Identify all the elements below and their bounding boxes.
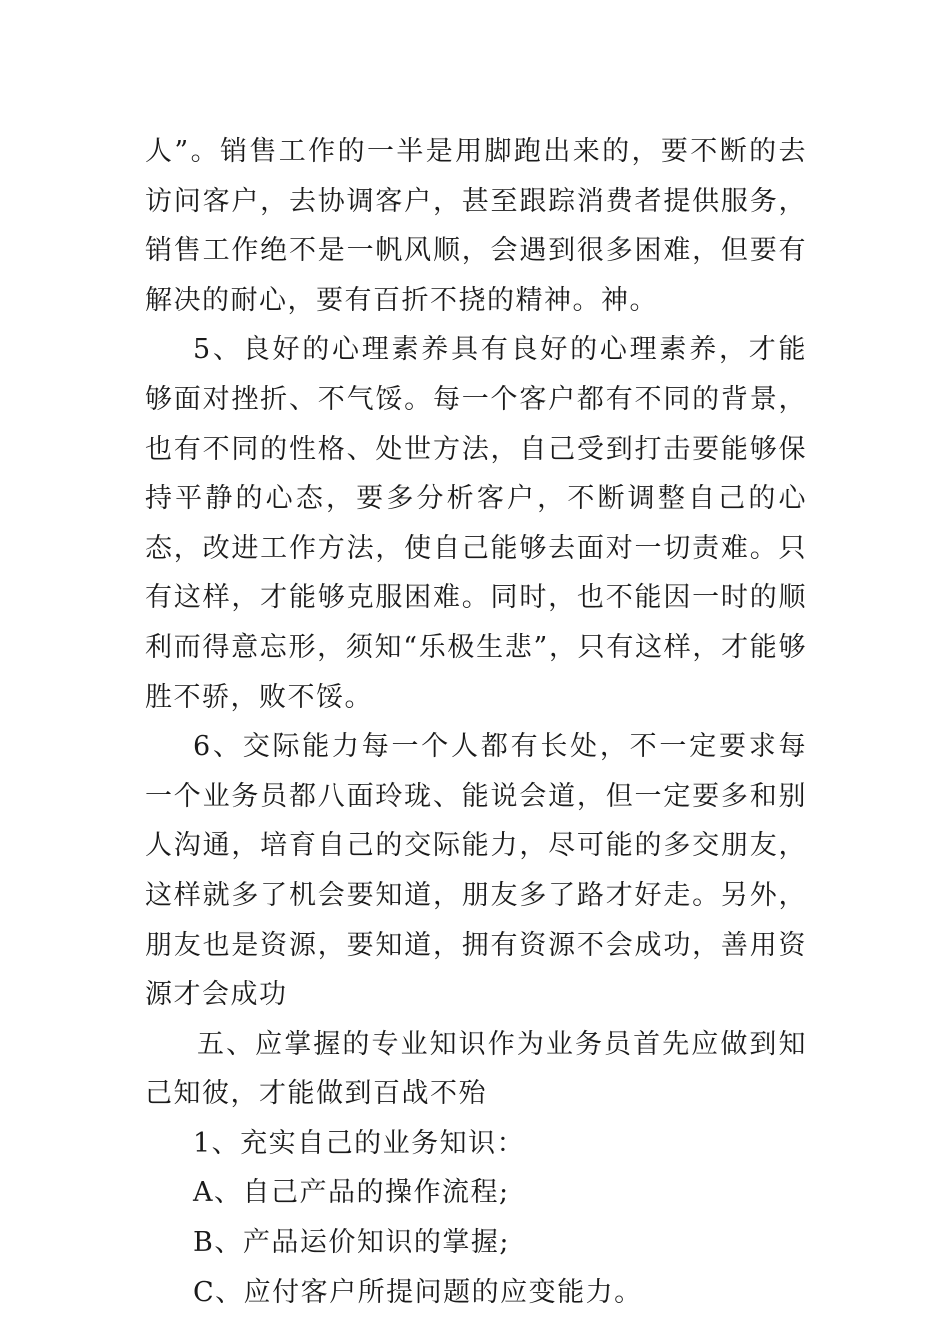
paragraph-social-skills: 6、交际能力每一个人都有长处，不一定要求每一个业务员都八面玲珑、能说会道，但一定要多和别人沟通，培育自己的交际能力，尽可能的多交朋友，这样就多了机会要知道，朋友多了路才好走。另外，朋友也是资源，要知道，拥有资源不会成功，善用资源才会成功 <box>145 731 807 1011</box>
list-item-a: A、自己产品的操作流程; <box>193 1177 510 1209</box>
paragraph-psychological-quality: 5、良好的心理素养具有良好的心理素养，才能够面对挫折、不气馁。每一个客户都有不同的背景，也有不同的性格、处世方法，自己受到打击要能够保持平静的心态，要多分析客户，不断调整自己的心态，改进工作方法，使自己能够去面对一切责难。只有这样，才能够克服困难。同时，也不能因一时的顺利而得意忘形，须知“乐极生悲”，只有这样，才能够胜不骄，败不馁。 <box>145 334 807 713</box>
section-heading-professional-knowledge: 五、应掌握的专业知识作为业务员首先应做到知己知彼，才能做到百战不殆 <box>145 1028 807 1110</box>
list-item-business-knowledge: 1、充实自己的业务知识： <box>193 1127 526 1159</box>
list-item-c: C、应付客户所提问题的应变能力。 <box>193 1276 643 1308</box>
paragraph-continuation: 人”。销售工作的一半是用脚跑出来的，要不断的去访问客户，去协调客户，甚至跟踪消费者提供服务，销售工作绝不是一帆风顺，会遇到很多困难，但要有解决的耐心，要有百折不挠的精神。神。 <box>145 136 807 316</box>
document-body <box>145 127 807 1317</box>
list-item-b: B、产品运价知识的掌握; <box>193 1227 510 1259</box>
